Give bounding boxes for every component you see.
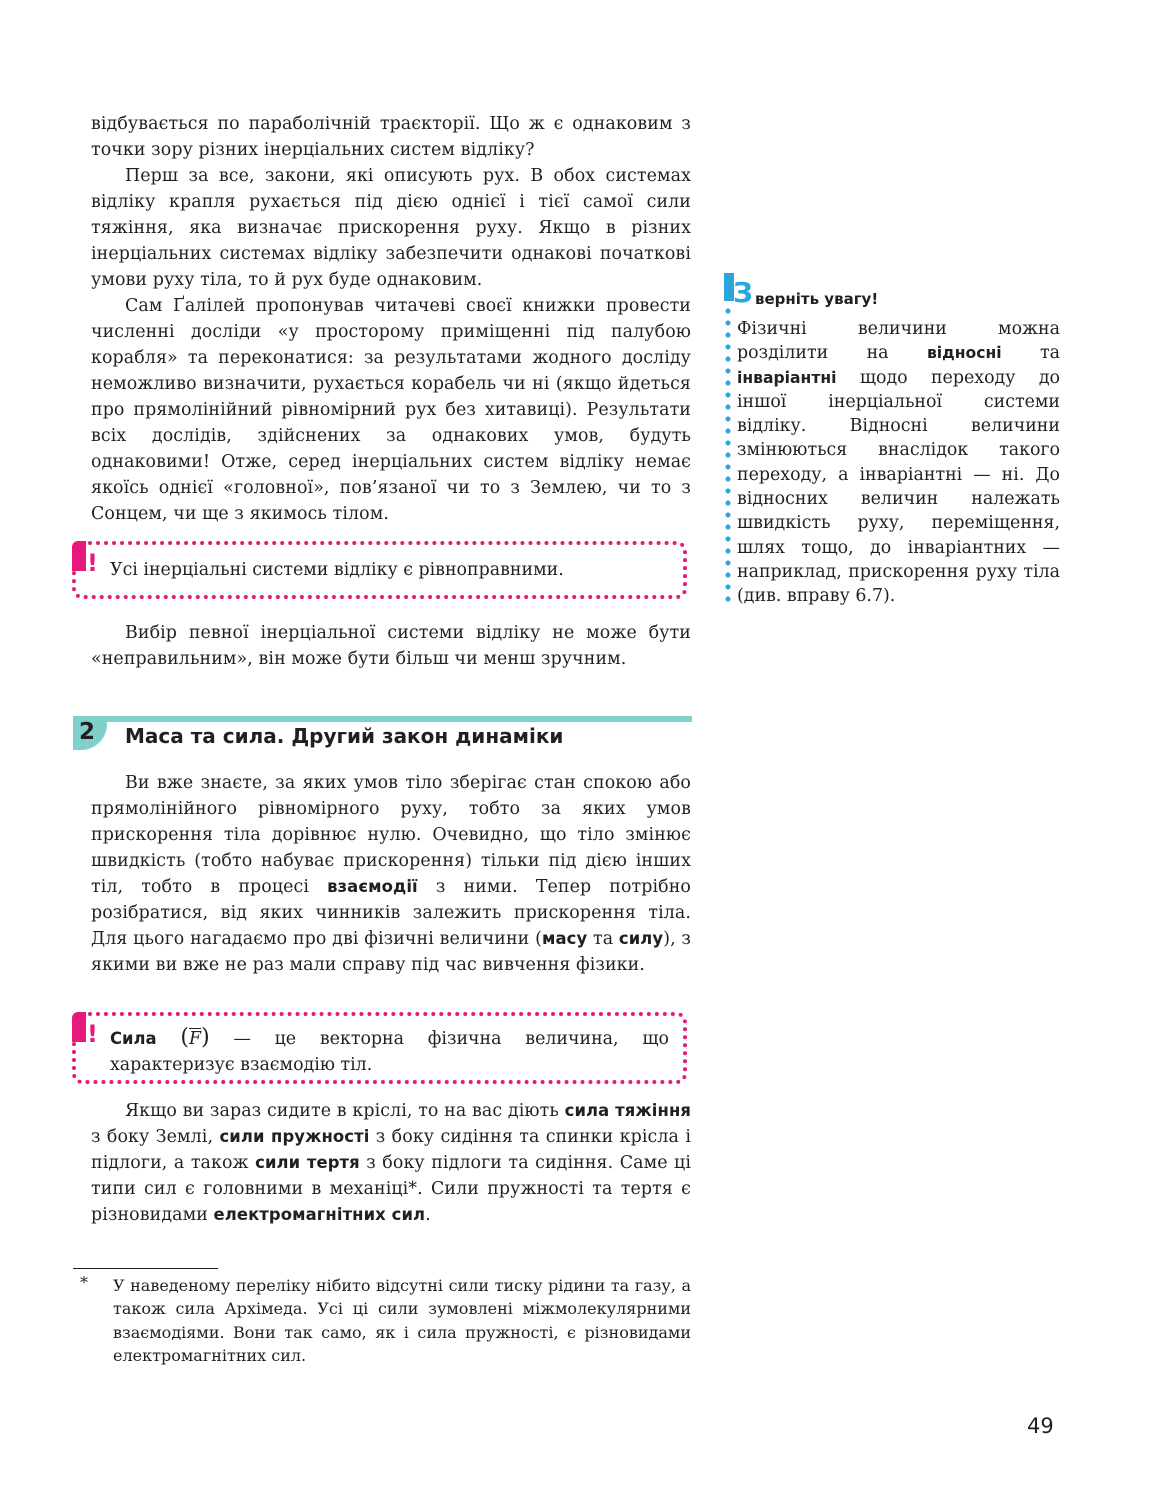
force-vector-symbol: $\overline{F}$ xyxy=(188,1029,202,1049)
exclamation-icon: ! xyxy=(87,1020,98,1048)
term-gravity: сила тяжіння xyxy=(564,1101,691,1120)
sidebar-text-1: Фізичні величини можна розділити на xyxy=(737,319,1060,364)
term-electromagnetic: електромагнітних сил xyxy=(213,1205,426,1224)
p5-text-c: з ними. Тепер потрібно розібратися, від яких чинників залежить прискорення тіла. Для цього нагадаємо про дві фізичні величини ( xyxy=(91,877,691,949)
section-divider xyxy=(73,716,692,722)
paragraph-2: Перш за все, закони, які описують рух. В обох системах відліку крапля рухається під дією однієї і тієї самої сили тяжіння, яка визначає прискорення руху. Якщо в різних інерціальних системах відліку забезпечити однакові початкові умови руху тіла, то й рух буде однаковим. xyxy=(91,166,691,290)
notice-text-1: Усі інерціальні системи відліку є рівноправними. xyxy=(110,560,564,580)
paragraph-3: Сам Ґалілей пропонував читачеві своєї книжки провести численні досліди «у просторому приміщенні під палубою корабля» та переконатися: за результатами жодного досліду неможливо визначити, рухається корабель чи ні (якщо йдеться про прямолінійний рівномірний рух без хитавиці). Результати всіх дослідів, здійснених за однакових умов, будуть однаковими! Отже, серед інерціальних систем відліку немає якоїсь однієї «головної», пов’язаної чи то з Землею, чи то з Сонцем, чи ще з якимось тілом. xyxy=(91,296,691,524)
section-number-badge xyxy=(73,716,107,750)
p6-text-e: з боку сидіння та спинки крісла і підлоги, а також xyxy=(91,1127,691,1173)
paragraph-6 xyxy=(91,1098,691,1228)
term-invariant: інваріантні xyxy=(737,368,837,387)
section-title: Маса та сила. Другий закон динаміки xyxy=(125,724,564,748)
term-force-definition: Сила xyxy=(110,1029,157,1048)
term-interaction: взаємодії xyxy=(327,877,418,896)
term-relative: відносні xyxy=(926,344,1002,363)
sidebar-dotted-line xyxy=(725,305,731,605)
p5-text-a: Ви вже знаєте, за яких умов тіло зберігає стан спокою або прямолінійного рівномірного руху, тобто за яких умов прискорення тіла дорівнює нулю. Очевидно, що тіло змінює швидкість (тобто набуває прискорення) тільки під дією інших тіл, тобто в процесі xyxy=(91,773,691,897)
paragraph-4: Вибір певної інерціальної системи відліку не може бути «неправильним», він може бути більш чи менш зручним. xyxy=(91,623,691,669)
footnote-rule xyxy=(73,1268,218,1269)
exclamation-icon: ! xyxy=(87,549,98,577)
sidebar-text-3: щодо переходу до іншої інерціальної системи відліку. Відносні величини змінюються внаслідок такого переходу, а інваріантні — ні. До відносних величин належать швидкість руху, переміщення, шлях тощо, до інваріантних — наприклад, прискорення руху тіла (див. вправу 6.7). xyxy=(737,367,1060,607)
p6-text-i: . xyxy=(425,1205,431,1225)
sidebar-text-2: та xyxy=(1001,343,1060,364)
section-number: 2 xyxy=(79,719,96,745)
symbol-paren-open: ( xyxy=(180,1025,189,1050)
notice-box-1 xyxy=(72,541,687,599)
notice-corner xyxy=(72,541,86,571)
sidebar-text xyxy=(737,317,1060,609)
p6-text-a: Якщо ви зараз сидите в кріслі, то на вас діють xyxy=(125,1101,565,1121)
term-mass: масу xyxy=(541,929,588,948)
footnote-mark: * xyxy=(80,1273,88,1292)
p5-text-g: ), з якими ви вже не раз мали справу під час вивчення фізики. xyxy=(91,929,692,975)
symbol-paren-close: ) xyxy=(201,1025,210,1050)
p6-text-g: з боку підлоги та сидіння. Саме ці типи сил є головними в механіці*. Сили пружності та тертя є різновидами xyxy=(91,1153,692,1225)
sidebar-initial-letter: З xyxy=(733,276,753,309)
paragraph-1: відбувається по параболічній траєкторії. Що ж є однаковим з точки зору різних інерціальних систем відліку? xyxy=(91,114,691,160)
footnote-text: У наведеному переліку нібито відсутні сили тиску рідини та газу, а також сила Архімеда. Усі ці сили зумовлені міжмолекулярними взаємодіями. Вони так само, як і сила пружності, є різновидами електромагнітних сил. xyxy=(113,1276,691,1365)
notice-corner xyxy=(72,1012,86,1042)
term-force: силу xyxy=(618,929,664,948)
sidebar-title: верніть увагу! xyxy=(755,290,879,308)
page-number: 49 xyxy=(1027,1414,1054,1438)
notice-definition-text: — це векторна фізична величина, що характеризує взаємодію тіл. xyxy=(110,1029,670,1075)
term-elastic: сили пружності xyxy=(219,1127,370,1146)
term-friction: сили тертя xyxy=(255,1153,360,1172)
notice-text-2 xyxy=(110,1025,669,1078)
p5-text-e: та xyxy=(587,929,619,949)
notice-box-2 xyxy=(72,1012,687,1084)
paragraph-5 xyxy=(91,770,691,978)
p6-text-c: з боку Землі, xyxy=(91,1127,220,1147)
